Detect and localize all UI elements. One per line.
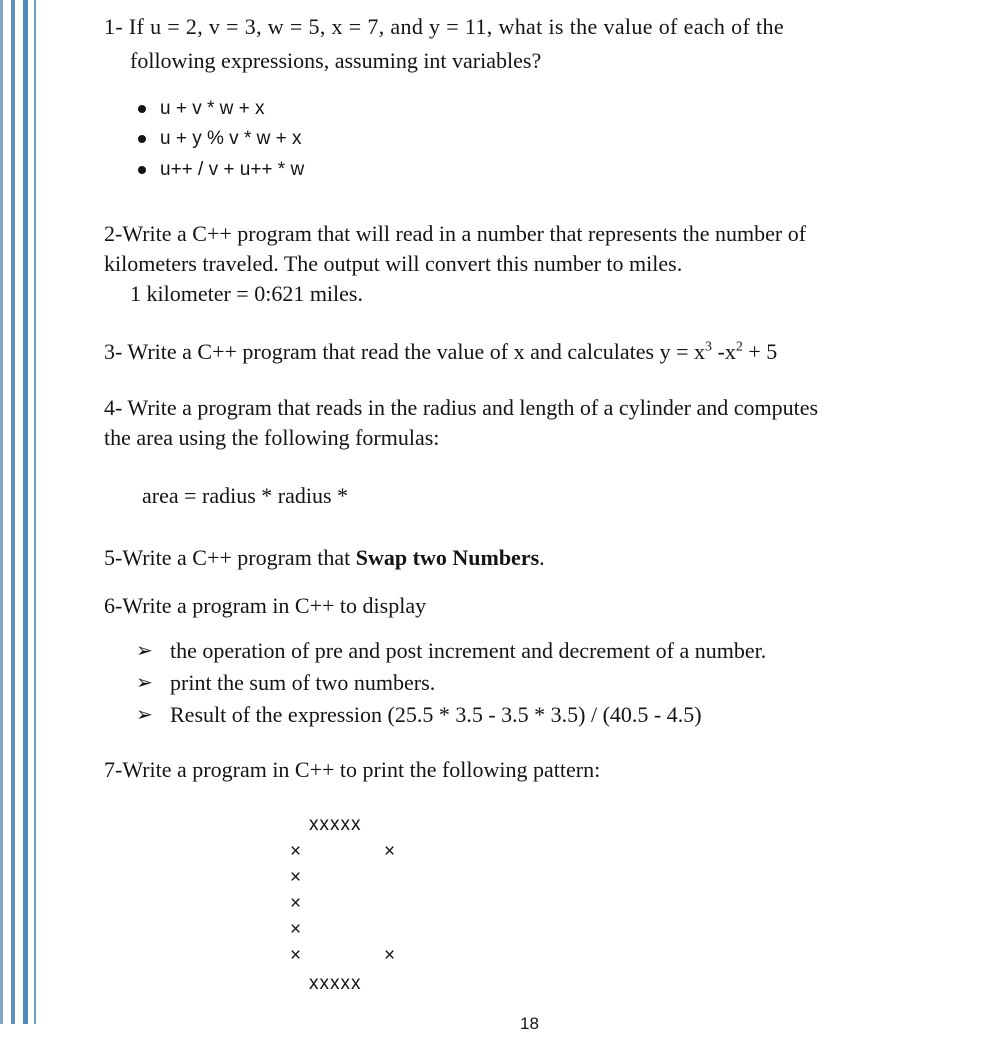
q3-line	[104, 338, 777, 366]
q3-exponent-3: 3	[705, 339, 712, 355]
bullet-dot-icon	[138, 105, 146, 113]
pattern-mark: ×	[384, 945, 396, 966]
q2-line1: 2-Write a C++ program that will read in a number that represents the number of	[104, 221, 807, 246]
arrow-bullet-icon: ➢	[136, 640, 153, 662]
q3-end: + 5	[742, 339, 778, 364]
q5-line	[104, 544, 545, 572]
pattern-mark: ×	[290, 919, 302, 940]
page-number: 18	[520, 1014, 539, 1033]
pattern-bottom-row: xxxxx	[309, 973, 362, 994]
q6-item: Result of the expression (25.5 * 3.5 - 3.5 * 3.5) / (40.5 - 4.5)	[170, 702, 702, 727]
pattern-mark: ×	[290, 841, 302, 862]
q1-expression: u + v * w + x	[160, 98, 265, 119]
q3-mid: -x	[712, 339, 736, 364]
q4-formula: area = radius * radius *	[142, 483, 349, 508]
q1-line2: following expressions, assuming int variables?	[130, 48, 542, 73]
pattern-mark: ×	[384, 841, 396, 862]
pattern-mark: ×	[290, 893, 302, 914]
q1-expression: u++ / v + u++ * w	[160, 159, 305, 180]
q3-text: 3- Write a C++ program that read the value of x and calculates y = x	[104, 339, 705, 364]
page-border	[0, 0, 40, 1024]
q5-prefix: 5-Write a C++ program that	[104, 545, 356, 570]
pattern-top-row: xxxxx	[309, 814, 362, 835]
q5-bold: Swap two Numbers	[355, 545, 540, 570]
q2-line3: 1 kilometer = 0:621 miles.	[130, 281, 363, 306]
q4-line2: the area using the following formulas:	[104, 425, 440, 450]
arrow-bullet-icon: ➢	[136, 704, 153, 726]
arrow-bullet-icon: ➢	[136, 672, 153, 694]
q7-line1: 7-Write a program in C++ to print the following pattern:	[104, 757, 601, 782]
q5-suffix: .	[539, 545, 545, 570]
q6-item: print the sum of two numbers.	[170, 670, 436, 695]
bullet-dot-icon	[138, 135, 146, 143]
pattern-mark: ×	[290, 867, 302, 888]
bullet-dot-icon	[138, 166, 146, 174]
q6-line1: 6-Write a program in C++ to display	[104, 593, 427, 618]
q2-line2: kilometers traveled. The output will convert this number to miles.	[104, 251, 683, 276]
pattern-mark: ×	[290, 945, 302, 966]
q3-exponent-2: 2	[735, 339, 743, 355]
q4-line1: 4- Write a program that reads in the radius and length of a cylinder and computes	[104, 395, 819, 420]
q1-line1: 1- If u = 2, v = 3, w = 5, x = 7, and y = 11, what is the value of each of the	[104, 14, 784, 39]
q6-item: the operation of pre and post increment and decrement of a number.	[170, 638, 767, 663]
q1-expression: u + y % v * w + x	[160, 128, 302, 149]
